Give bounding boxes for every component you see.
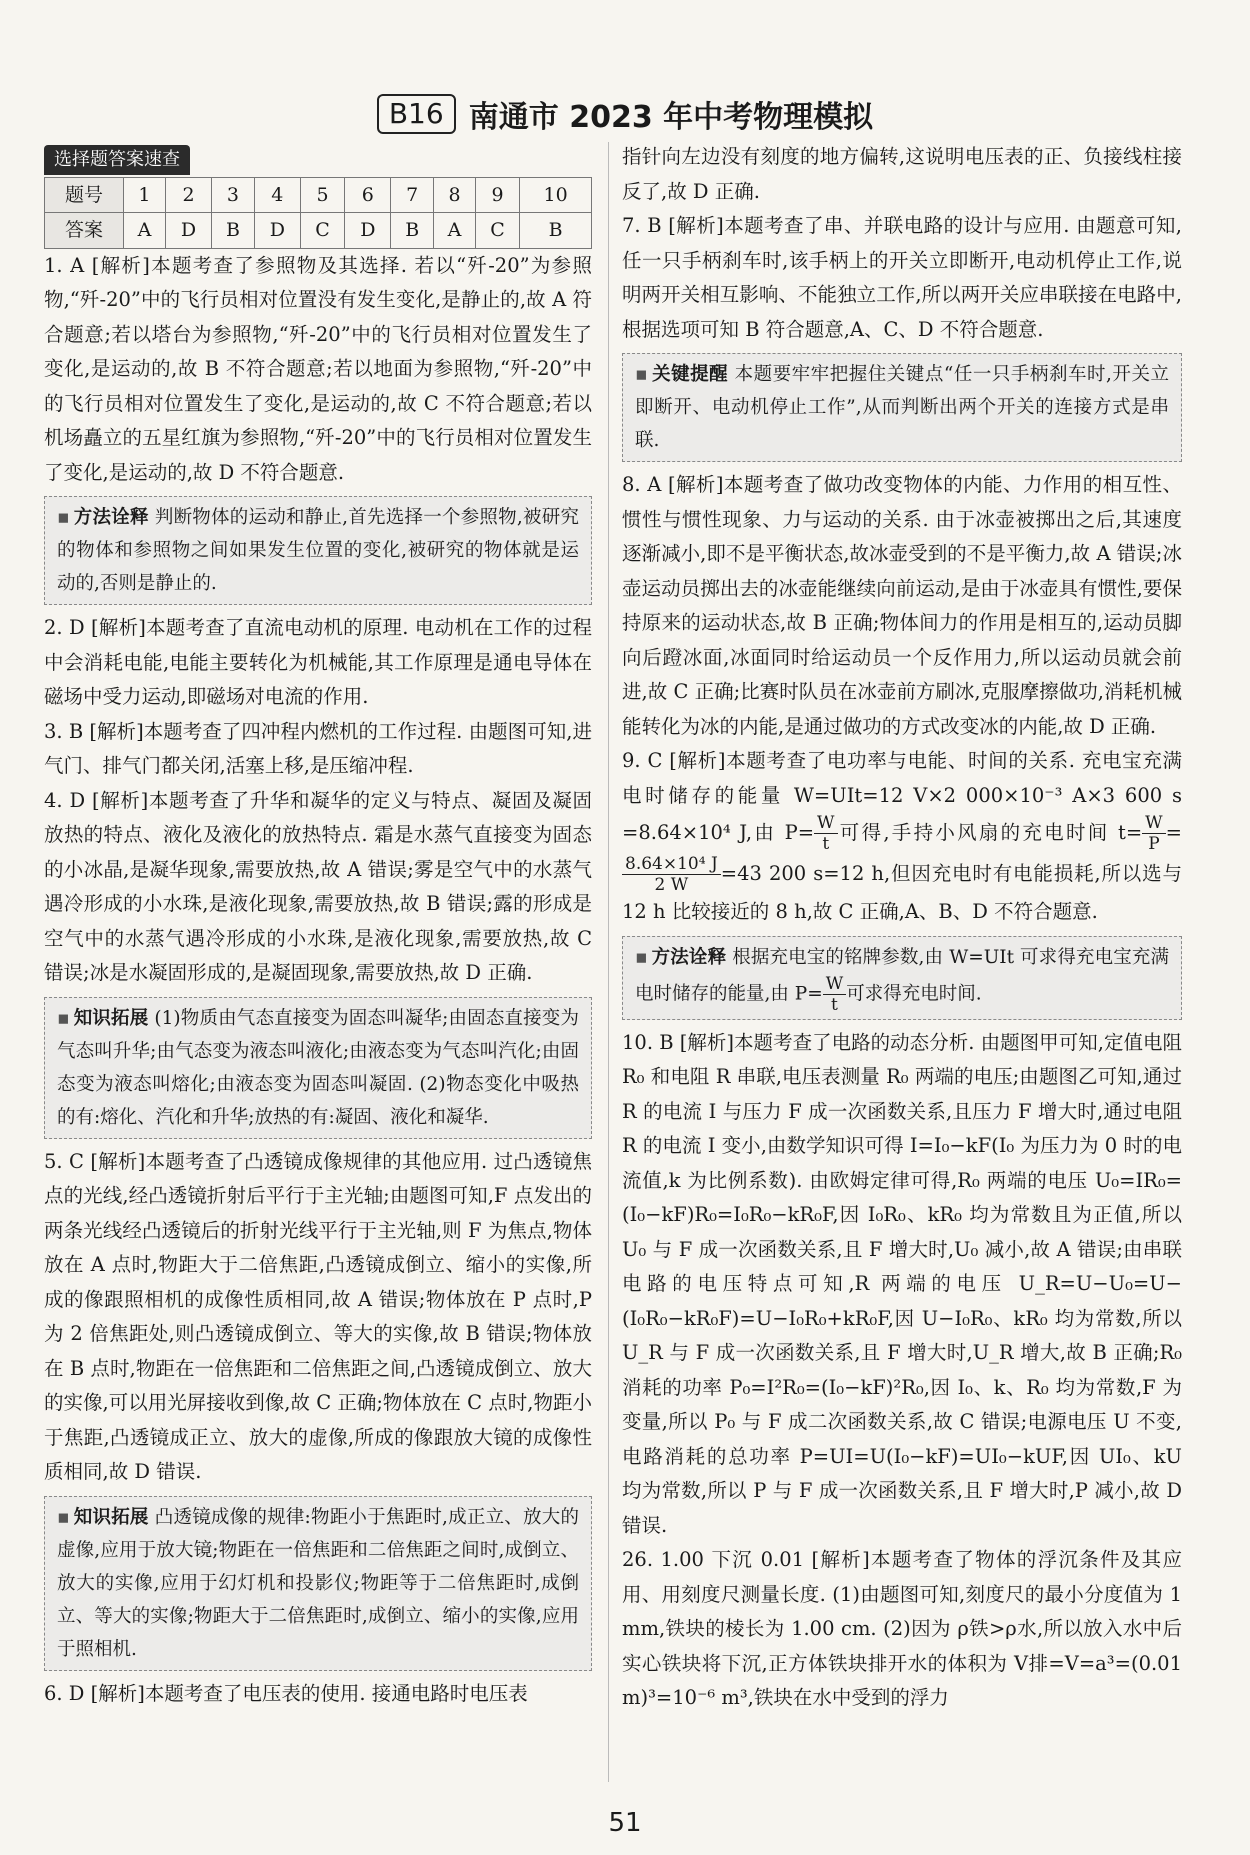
table-cell: 5	[300, 177, 344, 213]
table-cell: C	[300, 213, 344, 249]
answer-q26: 26. 1.00 下沉 0.01 [解析]本题考查了物体的浮沉条件及其应用、用刻度尺测量长度. (1)由题图可知,刻度尺的最小分度值为 1 mm,铁块的棱长为 1.00 cm. (2)因为 ρ铁>ρ水,所以放入水中后实心铁块将下沉,正方体铁块排开水的体积为 V排=V=a³=(0.01 m)³=10⁻⁶ m³,铁块在水中受到的浮力	[622, 1548, 1182, 1709]
left-column	[44, 142, 592, 1711]
box-text: 判断物体的运动和静止,首先选择一个参照物,被研究的物体和参照物之间如果发生位置的变化,被研究的物体就是运动的,否则是静止的.	[57, 507, 579, 594]
row-label: 题号	[45, 177, 124, 213]
answer-q4: 4. D [解析]本题考查了升华和凝华的定义与特点、凝固及凝固放热的特点、液化及液化的放热特点. 霜是水蒸气直接变为固态的小冰晶,是凝华现象,需要放热,故 A 错误;雾是空气中的水蒸气遇冷形成的小水珠,是液化现象,需要放热,故 B 错误;露的形成是空气中的水蒸气遇冷形成的小水珠,是液化现象,需要放热,故 C 错误;冰是水凝固形成的,是凝固现象,需要放热,故 D 正确.	[44, 788, 592, 984]
table-cell: D	[165, 213, 211, 249]
answer-q1: 1. A [解析]本题考查了参照物及其选择. 若以“歼-20”为参照物,“歼-20”中的飞行员相对位置没有发生变化,是静止的,故 A 符合题意;若以塔台为参照物,“歼-20”中的飞行员相对位置发生了变化,是运动的,故 B 不符合题意;若以地面为参照物,“歼-20”中的飞行员相对位置发生了变化,是运动的,故 C 不符合题意;若以机场矗立的五星红旗为参照物,“歼-20”中的飞行员相对位置发生了变化,是运动的,故 D 不符合题意.	[44, 253, 592, 484]
table-cell: 7	[391, 177, 434, 213]
box-text: 本题要牢牢把握住关键点“任一只手柄刹车时,开关立即断开、电动机停止工作”,从而判断出两个开关的连接方式是串联.	[635, 364, 1169, 451]
denominator: 2 W	[654, 875, 689, 895]
table-cell: 9	[475, 177, 519, 213]
denominator: t	[822, 834, 830, 854]
answer-q9	[622, 744, 1182, 930]
numerator: 8.64×10⁴ J	[622, 854, 721, 875]
answer-table	[44, 177, 592, 249]
table-cell: B	[212, 213, 255, 249]
fraction	[814, 813, 837, 854]
answer-q7: 7. B [解析]本题考查了串、并联电路的设计与应用. 由题意可知,任一只手柄刹车时,该手柄上的开关立即断开,电动机停止工作,说明两开关相互影响、不能独立工作,所以两开关应串联接在电路中,根据选项可知 B 符合题意,A、C、D 不符合题意.	[622, 214, 1182, 341]
table-cell: B	[391, 213, 434, 249]
table-cell: 3	[212, 177, 255, 213]
table-cell: D	[345, 213, 391, 249]
row-label: 答案	[45, 213, 124, 249]
table-cell: D	[254, 213, 300, 249]
numerator: W	[823, 974, 846, 995]
table-cell: 6	[345, 177, 391, 213]
q9-text: =	[1165, 821, 1182, 844]
q9-text: 9. C [解析]本题考查了电功率与电能、时间的关系. 充电宝充满电时储存的能量 W=UIt=12 V×2 000×10⁻³ A×3 600 s =8.64×10⁴ J,由 P=	[622, 749, 1182, 844]
knowledge-box-1	[44, 997, 592, 1139]
page-header	[0, 92, 1250, 136]
fraction	[622, 854, 721, 895]
right-column	[622, 140, 1182, 1716]
answer-q2: 2. D [解析]本题考查了直流电动机的原理. 电动机在工作的过程中会消耗电能,电能主要转化为机械能,其工作原理是通电导体在磁场中受力运动,即磁场对电流的作用.	[44, 616, 592, 708]
box-text: 根据充电宝的铭牌参数,由 W=UIt 可求得充电宝充满电时储存的能量,由 P=	[635, 946, 1169, 1004]
numerator: W	[814, 813, 837, 834]
box-text: 可求得充电时间.	[846, 983, 982, 1004]
table-cell: 8	[434, 177, 476, 213]
table-cell: C	[475, 213, 519, 249]
box-label: ▪ 方法诠释	[57, 507, 149, 528]
numerator: W	[1142, 813, 1165, 834]
box-label: ▪ 方法诠释	[635, 947, 726, 968]
answer-table-answer-row	[45, 213, 592, 249]
table-cell: 4	[254, 177, 300, 213]
table-cell: 10	[520, 177, 592, 213]
key-reminder-box	[622, 353, 1182, 462]
fraction	[1142, 813, 1165, 854]
box-label: ▪ 知识拓展	[57, 1008, 148, 1029]
section-code: B16	[377, 94, 456, 134]
answer-table-tag: 选择题答案速查	[44, 145, 190, 175]
denominator: P	[1148, 834, 1160, 854]
q9-text: 可得,手持小风扇的充电时间 t=	[837, 821, 1143, 844]
answer-q10: 10. B [解析]本题考查了电路的动态分析. 由题图甲可知,定值电阻 R₀ 和电阻 R 串联,电压表测量 R₀ 两端的电压;由题图乙可知,通过 R 的电流 I 与压力 F 成一次函数关系,且压力 F 增大时,通过电阻 R 的电流 I 变小,由数学知识可得 I=I₀−kF(I₀ 为压力为 0 时的电流值,k 为比例系数). 由欧姆定律可得,R₀ 两端的电压 U₀=IR₀=(I₀−kF)R₀=I₀R₀−kR₀F,因 I₀R₀、kR₀ 均为常数且为正值,所以 U₀ 与 F 成一次函数关系,且 F 增大时,U₀ 减小,故 A 错误;由串联电路的电压特点可知,R 两端的电压 U_R=U−U₀=U−(I₀R₀−kR₀F)=U−I₀R₀+kR₀F,因 U−I₀R₀、kR₀ 均为常数,所以 U_R 与 F 成一次函数关系,且 F 增大时,U_R 增大,故 B 正确;R₀ 消耗的功率 P₀=I²R₀=(I₀−kF)²R₀,因 I₀、k、R₀ 均为常数,F 为变量,所以 P₀ 与 F 成二次函数关系,故 C 错误;电源电压 U 不变,电路消耗的总功率 P=UI=U(I₀−kF)=UI₀−kUF,因 UI₀、kU 均为常数,所以 P 与 F 成一次函数关系,且 F 增大时,P 减小,故 D 错误.	[622, 1030, 1182, 1537]
answer-q6: 6. D [解析]本题考查了电压表的使用. 接通电路时电压表	[44, 1681, 528, 1705]
box-text: (1)物质由气态直接变为固态叫凝华;由固态直接变为气态叫升华;由气态变为液态叫液化;由液态变为气态叫汽化;由固态变为液态叫熔化;由液态变为固态叫凝固. (2)物态变化中吸热的有:熔化、汽化和升华;放热的有:凝固、液化和凝华.	[57, 1007, 579, 1128]
page-title: 南通市 2023 年中考物理模拟	[468, 100, 874, 135]
answer-q5: 5. C [解析]本题考查了凸透镜成像规律的其他应用. 过凸透镜焦点的光线,经凸透镜折射后平行于主光轴;由题图可知,F 点发出的两条光线经凸透镜后的折射光线平行于主光轴,则 F 为焦点,物体放在 A 点时,物距大于二倍焦距,凸透镜成倒立、缩小的实像,所成的像跟照相机的成像性质相同,故 A 错误;物体放在 P 点时,P 为 2 倍焦距处,则凸透镜成倒立、等大的实像,故 B 错误;物体放在 B 点时,物距在一倍焦距和二倍焦距之间,凸透镜成倒立、放大的实像,可以用光屏接收到像,故 C 正确;物体放在 C 点时,物距小于焦距,凸透镜成正立、放大的虚像,所成的像跟放大镜的成像性质相同,故 D 错误.	[44, 1149, 592, 1483]
table-cell: A	[434, 213, 476, 249]
table-cell: 1	[124, 177, 166, 213]
column-divider	[608, 142, 609, 1782]
fraction	[823, 974, 846, 1015]
method-box-1	[44, 496, 592, 605]
denominator: t	[831, 994, 838, 1015]
box-label: ▪ 关键提醒	[635, 364, 728, 385]
answer-q6-continued: 指针向左边没有刻度的地方偏转,这说明电压表的正、负接线柱接反了,故 D 正确.	[622, 145, 1182, 203]
method-box-2	[622, 936, 1182, 1020]
knowledge-box-2	[44, 1496, 592, 1671]
q9-text: =43 200 s=12 h,但因充电时有电能损耗,所以选与 12 h 比较接近的 8 h,故 C 正确,A、B、D 不符合题意.	[622, 862, 1182, 923]
box-label: ▪ 知识拓展	[57, 1507, 149, 1528]
table-cell: B	[520, 213, 592, 249]
answer-table-number-row	[45, 177, 592, 213]
table-cell: 2	[165, 177, 211, 213]
table-cell: A	[124, 213, 166, 249]
page-number: 51	[608, 1808, 642, 1838]
box-text: 凸透镜成像的规律:物距小于焦距时,成正立、放大的虚像,应用于放大镜;物距在一倍焦距和二倍焦距之间时,成倒立、放大的实像,应用于幻灯机和投影仪;物距等于二倍焦距时,成倒立、等大的实像;物距大于二倍焦距时,成倒立、缩小的实像,应用于照相机.	[57, 1506, 579, 1660]
answer-q8: 8. A [解析]本题考查了做功改变物体的内能、力作用的相互性、惯性与惯性现象、力与运动的关系. 由于冰壶被掷出之后,其速度逐渐减小,即不是平衡状态,故冰壶受到的不是平衡力,故 A 错误;冰壶运动员掷出去的冰壶能继续向前运动,是由于冰壶具有惯性,要保持原来的运动状态,故 B 正确;物体间力的作用是相互的,运动员脚向后蹬冰面,冰面同时给运动员一个反作用力,所以运动员就会前进,故 C 正确;比赛时队员在冰壶前方刷冰,克服摩擦做功,消耗机械能转化为冰的内能,是通过做功的方式改变冰的内能,故 D 正确.	[622, 473, 1182, 738]
answer-q3: 3. B [解析]本题考查了四冲程内燃机的工作过程. 由题图可知,进气门、排气门都关闭,活塞上移,是压缩冲程.	[44, 719, 592, 777]
